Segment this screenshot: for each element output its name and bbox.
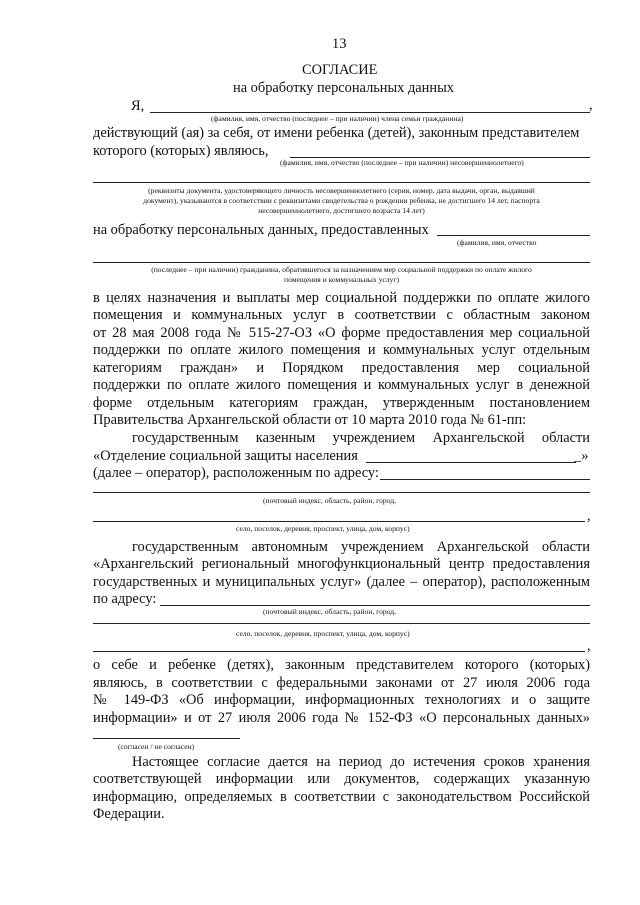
final-line-2: соответствующей информации или документов, содержащих указанную: [93, 771, 590, 787]
gku-line-2: «Отделение социальной защиты населения: [93, 448, 358, 464]
purpose-line-7: форме отдельным категориям граждан, утвержденным постановлением: [93, 395, 590, 411]
gau-line-last: по адресу:: [93, 591, 157, 607]
purpose-line-4: поддержки по оплате жилого помещения и коммунальных услуг отдельным: [93, 342, 590, 358]
document-title: СОГЛАСИЕ: [302, 62, 378, 78]
line-acting-1: действующий (ая) за себя, от имени ребенка (детей), законным представителем: [93, 125, 580, 141]
family-member-fill-line[interactable]: [150, 112, 590, 113]
gku-address-fill-line[interactable]: [380, 479, 590, 480]
line-acting-2: которого (которых) являюсь,: [93, 143, 269, 159]
gau-line-1: государственным автономным учреждением Архангельской области: [132, 539, 590, 555]
purpose-line-1: в целях назначения и выплаты мер социальной поддержки по оплате жилого: [93, 290, 590, 306]
hint-doc-3: несовершеннолетнего, достигшего возраста 14 лет): [258, 206, 425, 215]
about-line-2: являюсь, в соответствии с федеральными законами от 27 июля 2006 года: [93, 675, 590, 691]
gku-line-1: государственным казенным учреждением Архангельской области: [132, 430, 590, 446]
hint-street-2: село, поселок, деревня, проспект, улица, дом, корпус): [236, 629, 410, 638]
gku-line-2-end: _»: [574, 448, 589, 464]
gku-branch-fill-line[interactable]: [366, 462, 576, 463]
gau-address-fill-line[interactable]: [160, 605, 590, 606]
page-number: 13: [332, 36, 347, 52]
gau-comma: ,: [587, 638, 591, 654]
hint-family-member: (фамилия, имя, отчество (последнее – при наличии) члена семьи гражданина): [211, 114, 464, 123]
final-line-last: Федерации.: [93, 806, 165, 822]
about-line-3: № 149-ФЗ «Об информации, информационных технологиях и о защите: [93, 692, 590, 708]
gau-line-3: государственных и муниципальных услуг» (далее – оператор), расположенным: [93, 574, 590, 590]
hint-street: село, поселок, деревня, проспект, улица, дом, корпус): [236, 524, 410, 533]
gku-line-3: (далее – оператор), расположенным по адресу:: [93, 465, 379, 481]
gku-address-fill-line-3[interactable]: [93, 521, 585, 522]
purpose-line-last: Правительства Архангельской области от 10 марта 2010 года № 61-пп:: [93, 412, 527, 428]
purpose-line-3: от 28 мая 2008 года № 515-27-ОЗ «О форме предоставления мер социальной: [93, 325, 590, 341]
gau-address-fill-line-3[interactable]: [93, 651, 585, 652]
hint-applicant-2: помещения и коммунальных услуг): [284, 275, 399, 284]
gku-comma: ,: [587, 508, 591, 524]
final-line-1: Настоящее согласие дается на период до истечения сроков хранения: [132, 754, 590, 770]
final-line-3: информацию, определяемых в соответствии с законодательством Российской: [93, 789, 590, 805]
purpose-line-6: поддержки по оплате жилого помещения и коммунальных услуг в денежной: [93, 377, 590, 393]
hint-minor-name: (фамилия, имя, отчество (последнее – при наличии) несовершеннолетнего): [280, 158, 524, 167]
hint-doc-2: документ), указываются в соответствии с реквизитами свидетельства о рождении ребенка, не достигшего 14 лет, паспорта: [143, 196, 540, 205]
about-line-1: о себе и ребенке (детях), законным представителем которого (которых): [93, 657, 590, 673]
hint-postal: (почтовый индекс, область, район, город,: [263, 496, 397, 505]
hint-fio-short: (фамилия, имя, отчество: [457, 238, 537, 247]
minor-document-fill-line[interactable]: [93, 182, 590, 183]
ya-label: Я,: [131, 98, 145, 114]
gau-address-fill-line-2[interactable]: [93, 623, 590, 624]
hint-postal-2: (почтовый индекс, область, район, город,: [263, 607, 397, 616]
purpose-line-5: категориям граждан» и Порядком предоставления мер социальной: [93, 360, 590, 376]
line-processing: на обработку персональных данных, предоставленных: [93, 222, 429, 238]
applicant-fill-line-2[interactable]: [93, 262, 590, 263]
purpose-line-2: помещения и коммунальных услуг в соответствии с областным законом: [93, 307, 590, 323]
document-subtitle: на обработку персональных данных: [233, 80, 454, 96]
about-line-4: информации» и от 27 июля 2006 года № 152-ФЗ «О персональных данных»: [93, 710, 590, 726]
gau-line-2: «Архангельский региональный многофункциональный центр предоставления: [93, 556, 590, 572]
hint-doc-1: (реквизиты документа, удостоверяющего личность несовершеннолетнего (серия, номер, дата выдачи, орган, выдавший: [148, 186, 535, 195]
hint-applicant-1: (последнее – при наличии) гражданина, обратившегося за назначением мер социальной поддержки по оплате жилого: [151, 265, 532, 274]
agree-fill-line[interactable]: [93, 738, 240, 739]
hint-agree: (согласен / не согласен): [118, 742, 195, 751]
applicant-fill-line[interactable]: [437, 235, 590, 236]
ya-comma: ,: [589, 97, 593, 113]
gku-address-fill-line-2[interactable]: [93, 492, 590, 493]
